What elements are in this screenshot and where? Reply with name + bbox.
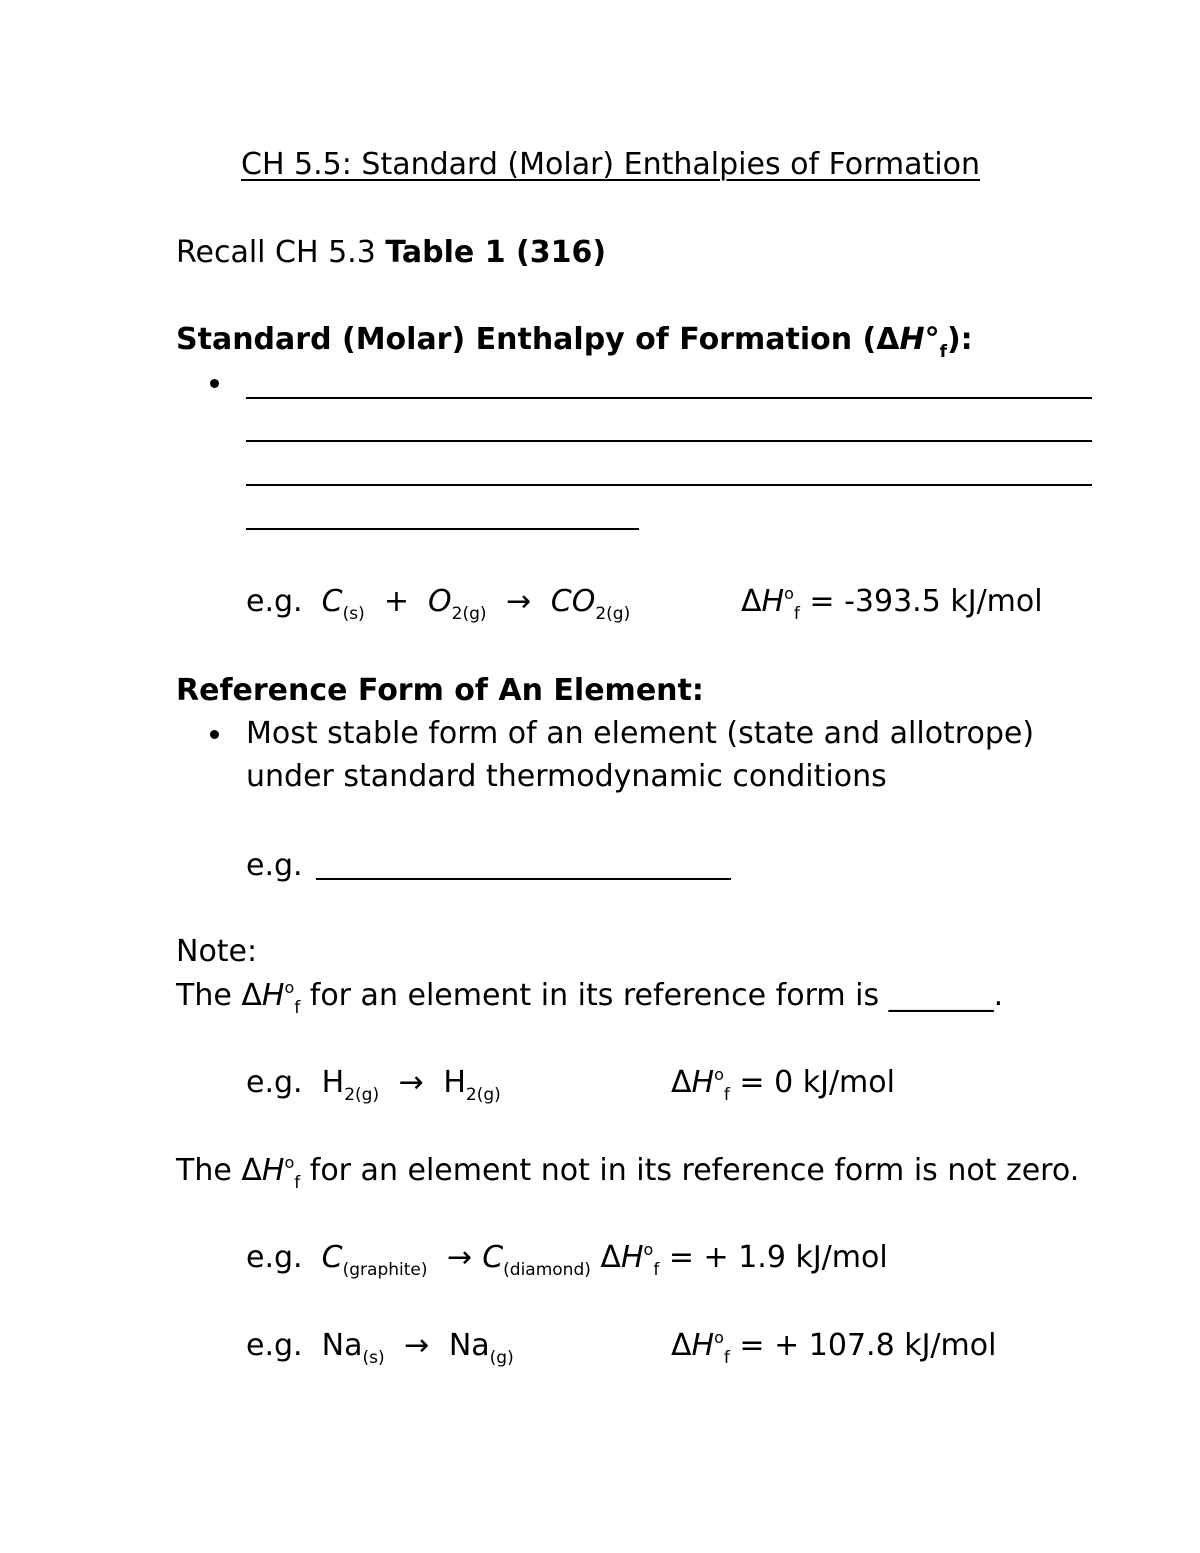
arrow-icon: → — [506, 584, 532, 619]
note-label: Note: — [176, 934, 258, 969]
formation-subscript: f — [294, 998, 301, 1018]
state-subscript: (g) — [489, 1348, 514, 1368]
state-subscript: 2(g) — [451, 604, 487, 624]
note-text-before: The — [176, 978, 242, 1013]
blank-line — [246, 440, 1092, 442]
state-subscript: (diamond) — [503, 1260, 591, 1280]
example-sodium-equation — [246, 1328, 514, 1368]
blank-line — [316, 878, 731, 880]
formation-subscript: f — [723, 1348, 730, 1368]
enthalpy-symbol: H — [691, 1065, 715, 1100]
not-reference-text — [176, 1153, 1080, 1193]
example-h2-equation — [246, 1065, 501, 1105]
degree-symbol: o — [284, 978, 295, 997]
carbon-symbol: C — [482, 1240, 504, 1275]
delta-symbol: Δ — [671, 1065, 692, 1100]
enthalpy-symbol: H — [761, 584, 785, 619]
enthalpy-symbol: H — [261, 1153, 285, 1188]
bullet-icon — [210, 379, 219, 388]
delta-symbol: Δ — [741, 584, 762, 619]
blank-line — [246, 397, 1092, 399]
arrow-icon: → — [404, 1328, 430, 1363]
delta-symbol: Δ — [671, 1328, 692, 1363]
recall-line — [176, 235, 607, 270]
example-co2-enthalpy — [741, 584, 1043, 624]
formation-subscript: f — [653, 1260, 660, 1280]
degree-symbol: o — [714, 1065, 724, 1084]
state-subscript: 2(g) — [595, 604, 631, 624]
recall-table-ref: Table 1 (316) — [385, 235, 607, 270]
eg-label: e.g. — [246, 1065, 303, 1100]
reference-bullet-line2: under standard thermodynamic conditions — [246, 759, 887, 794]
degree-symbol: o — [284, 1153, 295, 1172]
eg-label: e.g. — [246, 1328, 303, 1363]
enthalpy-symbol: H — [899, 322, 925, 357]
definition-heading-end: ): — [946, 322, 973, 357]
carbon-symbol: C — [321, 1240, 343, 1275]
delta-symbol: Δ — [876, 322, 900, 357]
blank-line — [246, 484, 1092, 486]
formation-subscript: f — [793, 604, 800, 624]
delta-symbol: Δ — [241, 978, 262, 1013]
note-text — [176, 978, 1004, 1018]
state-subscript: 2(g) — [344, 1085, 380, 1105]
hydrogen-symbol: H — [321, 1065, 345, 1100]
degree-symbol: ° — [924, 322, 940, 357]
bullet-icon — [210, 730, 219, 739]
eg-label: e.g. — [246, 584, 303, 619]
co2-symbol: CO — [550, 584, 596, 619]
arrow-icon: → — [447, 1240, 473, 1275]
definition-heading — [176, 322, 973, 362]
plus-sign: + — [383, 584, 409, 619]
state-subscript: (graphite) — [342, 1260, 428, 1280]
formation-subscript: f — [939, 342, 947, 362]
definition-heading-text: Standard (Molar) Enthalpy of Formation ( — [176, 322, 877, 357]
degree-symbol: o — [714, 1328, 724, 1347]
reference-heading: Reference Form of An Element: — [176, 673, 704, 708]
state-subscript: 2(g) — [465, 1085, 501, 1105]
reference-bullet-line1: Most stable form of an element (state and allotrope) — [246, 716, 1035, 751]
carbon-symbol: C — [321, 584, 343, 619]
formation-subscript: f — [294, 1173, 301, 1193]
degree-symbol: o — [643, 1240, 654, 1259]
arrow-icon: → — [398, 1065, 424, 1100]
example-co2-equation — [246, 584, 631, 624]
page-title: CH 5.5: Standard (Molar) Enthalpies of Formation — [241, 147, 980, 182]
delta-symbol: Δ — [241, 1153, 262, 1188]
example-sodium-enthalpy — [671, 1328, 997, 1368]
not-ref-text-before: The — [176, 1153, 242, 1188]
enthalpy-value: = + 107.8 kJ/mol — [729, 1328, 997, 1363]
state-subscript: (s) — [362, 1348, 385, 1368]
not-ref-text-after: for an element not in its reference form is not zero. — [300, 1153, 1080, 1188]
degree-symbol: o — [784, 584, 794, 603]
eg-label: e.g. — [246, 1240, 303, 1275]
enthalpy-value: = + 1.9 kJ/mol — [659, 1240, 888, 1275]
enthalpy-symbol: H — [261, 978, 285, 1013]
sodium-symbol: Na — [321, 1328, 363, 1363]
state-subscript: (s) — [342, 604, 365, 624]
example-carbon-equation — [246, 1240, 888, 1280]
note-text-after: for an element in its reference form is _______. — [300, 978, 1004, 1013]
enthalpy-value: = -393.5 kJ/mol — [799, 584, 1043, 619]
formation-subscript: f — [723, 1085, 730, 1105]
enthalpy-symbol: H — [691, 1328, 715, 1363]
recall-prefix: Recall CH 5.3 — [176, 235, 386, 270]
hydrogen-symbol: H — [443, 1065, 466, 1100]
reference-eg-label: e.g. — [246, 848, 303, 883]
enthalpy-value: = 0 kJ/mol — [729, 1065, 895, 1100]
sodium-symbol: Na — [448, 1328, 490, 1363]
blank-line — [246, 528, 639, 530]
delta-symbol: Δ — [600, 1240, 621, 1275]
oxygen-symbol: O — [428, 584, 452, 619]
enthalpy-symbol: H — [620, 1240, 644, 1275]
example-h2-enthalpy — [671, 1065, 895, 1105]
